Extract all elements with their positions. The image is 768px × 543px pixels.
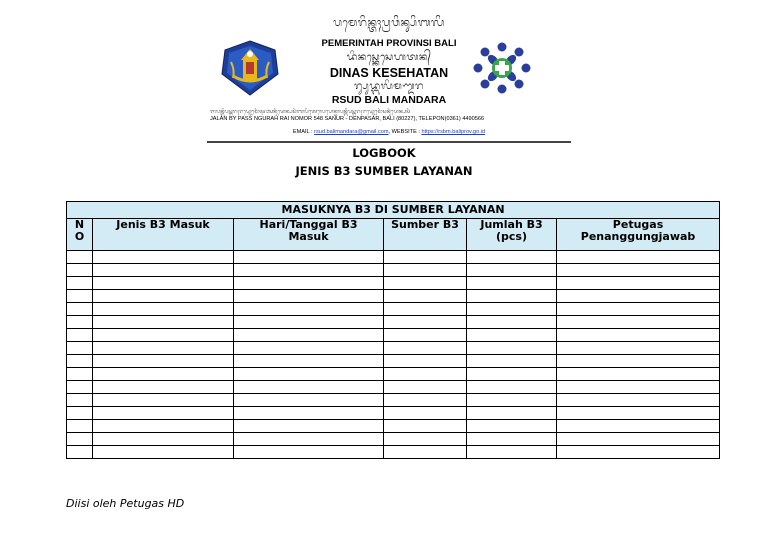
- table-cell[interactable]: [234, 407, 384, 420]
- table-cell[interactable]: [93, 251, 234, 264]
- table-cell[interactable]: [557, 381, 720, 394]
- hospital-name: RSUD BALI MANDARA: [331, 94, 447, 106]
- table-row: [67, 368, 720, 381]
- table-row: [67, 251, 720, 264]
- address: JALAN BY PASS NGURAH RAI NOMOR 548 SANUR - DENPASAR, BALI (80227), TELEPON(0361) 4490566: [210, 116, 485, 122]
- table-cell[interactable]: [467, 264, 557, 277]
- table-cell[interactable]: [67, 381, 93, 394]
- table-cell[interactable]: [467, 394, 557, 407]
- table-cell[interactable]: [93, 446, 234, 459]
- table-cell[interactable]: [467, 277, 557, 290]
- table-cell[interactable]: [234, 381, 384, 394]
- table-cell[interactable]: [93, 394, 234, 407]
- website-link[interactable]: https://rsbm.baliprov.go.id: [421, 129, 486, 135]
- table-cell[interactable]: [67, 342, 93, 355]
- balinese-script-department: ᬤᬶᬦᬲ᭄ᬓᬾᬲᬾᬳᬢᬦ᭄: [346, 52, 432, 63]
- health-department-cross-icon: [473, 42, 531, 94]
- table-cell[interactable]: [234, 342, 384, 355]
- table-cell[interactable]: [67, 329, 93, 342]
- column-header-hari-tanggal: Hari/Tanggal B3 Masuk: [234, 219, 384, 251]
- table-row: [67, 355, 720, 368]
- table-cell[interactable]: [67, 433, 93, 446]
- table-cell[interactable]: [467, 420, 557, 433]
- table-cell[interactable]: [467, 303, 557, 316]
- table-cell[interactable]: [467, 381, 557, 394]
- table-cell[interactable]: [384, 251, 467, 264]
- table-cell[interactable]: [557, 433, 720, 446]
- table-cell[interactable]: [384, 420, 467, 433]
- table-cell[interactable]: [234, 433, 384, 446]
- table-cell[interactable]: [67, 316, 93, 329]
- table-cell[interactable]: [93, 407, 234, 420]
- table-cell[interactable]: [93, 368, 234, 381]
- table-cell[interactable]: [93, 329, 234, 342]
- table-cell[interactable]: [467, 407, 557, 420]
- table-row: [67, 342, 720, 355]
- table-cell[interactable]: [557, 420, 720, 433]
- column-header-jumlah: Jumlah B3 (pcs): [467, 219, 557, 251]
- table-row: [67, 264, 720, 277]
- balinese-script-address: ᬚᬮᬦ᭄ᬩᬶᬧᬲ᭄ᬗᬸᬭᬄᬭᬬ᭄ᬦᭀᬫᭀᬃ᭕᭔᭘ᬲᬦᬸᬃᬤᬾᬦ᭄ᬧᬲᬃᬩᬮᬶᬢᬾᬮᬾᬧᭀᬦ᭄ᬚᬮᬦ᭄ᬩᬶᬧᬲ᭄ᬗᬸᬭᬄᬭᬬ᭄ᬦᭀᬫᭀᬃᬲᬦᬸᬃᬤᬾᬦ᭄ᬧᬲᬃ: [210, 109, 411, 115]
- table-cell[interactable]: [234, 329, 384, 342]
- table-cell[interactable]: [67, 251, 93, 264]
- table-cell[interactable]: [93, 420, 234, 433]
- table-cell[interactable]: [67, 355, 93, 368]
- table-cell[interactable]: [467, 355, 557, 368]
- table-cell[interactable]: [467, 433, 557, 446]
- table-row: [67, 303, 720, 316]
- table-cell[interactable]: [467, 368, 557, 381]
- table-cell[interactable]: [467, 251, 557, 264]
- table-cell[interactable]: [67, 446, 93, 459]
- table-cell[interactable]: [234, 303, 384, 316]
- table-cell[interactable]: [93, 381, 234, 394]
- table-cell[interactable]: [234, 277, 384, 290]
- table-cell[interactable]: [93, 355, 234, 368]
- table-row: [67, 420, 720, 433]
- table-cell[interactable]: [557, 368, 720, 381]
- table-cell[interactable]: [467, 290, 557, 303]
- table-cell[interactable]: [384, 407, 467, 420]
- column-header-sumber: Sumber B3: [384, 219, 467, 251]
- document-subtitle: JENIS B3 SUMBER LAYANAN: [295, 164, 473, 178]
- footer-note: Diisi oleh Petugas HD: [66, 497, 185, 510]
- table-cell[interactable]: [384, 368, 467, 381]
- table-cell[interactable]: [234, 264, 384, 277]
- table-cell[interactable]: [234, 290, 384, 303]
- table-row: [67, 381, 720, 394]
- table-cell[interactable]: [557, 264, 720, 277]
- email-link[interactable]: rsud.balimandara@gmail.com: [314, 129, 389, 135]
- table-cell[interactable]: [467, 342, 557, 355]
- logbook-table: [66, 201, 720, 459]
- department-name: DINAS KESEHATAN: [329, 66, 449, 80]
- table-cell[interactable]: [67, 290, 93, 303]
- table-cell[interactable]: [234, 420, 384, 433]
- table-cell[interactable]: [467, 329, 557, 342]
- table-cell[interactable]: [557, 394, 720, 407]
- table-cell[interactable]: [67, 407, 93, 420]
- government-name: PEMERINTAH PROVINSI BALI: [321, 38, 457, 49]
- table-cell[interactable]: [93, 316, 234, 329]
- email-label: EMAIL :: [292, 129, 313, 135]
- table-cell[interactable]: [93, 303, 234, 316]
- table-cell[interactable]: [67, 303, 93, 316]
- letterhead-divider: [207, 141, 571, 143]
- table-cell[interactable]: [557, 290, 720, 303]
- table-row: [67, 277, 720, 290]
- document-title: LOGBOOK: [352, 146, 416, 160]
- table-cell[interactable]: [384, 290, 467, 303]
- table-cell[interactable]: [67, 368, 93, 381]
- table-cell[interactable]: [557, 303, 720, 316]
- table-cell[interactable]: [384, 303, 467, 316]
- table-group-header: MASUKNYA B3 DI SUMBER LAYANAN: [67, 202, 720, 219]
- table-cell[interactable]: [384, 381, 467, 394]
- table-cell[interactable]: [557, 329, 720, 342]
- table-row: [67, 290, 720, 303]
- table-cell[interactable]: [234, 394, 384, 407]
- table-cell[interactable]: [384, 329, 467, 342]
- table-cell[interactable]: [93, 433, 234, 446]
- table-cell[interactable]: [557, 316, 720, 329]
- table-cell[interactable]: [67, 420, 93, 433]
- table-cell[interactable]: [234, 316, 384, 329]
- table-cell[interactable]: [67, 264, 93, 277]
- column-header-no: N O: [67, 219, 93, 251]
- column-header-petugas: Petugas Penanggungjawab: [557, 219, 720, 251]
- column-header-jenis: Jenis B3 Masuk: [93, 219, 234, 251]
- table-cell[interactable]: [93, 277, 234, 290]
- table-cell[interactable]: [234, 368, 384, 381]
- table-cell[interactable]: [384, 446, 467, 459]
- balinese-script-hospital: ᬭ᭄ᬲᬸᬤ᭄ᬩᬮᬶᬫᬡ᭄ᬤᬭ: [353, 81, 425, 92]
- table-cell[interactable]: [384, 316, 467, 329]
- table-cell[interactable]: [384, 394, 467, 407]
- table-cell[interactable]: [384, 264, 467, 277]
- table-cell[interactable]: [234, 251, 384, 264]
- website-label: , WEBSITE :: [388, 129, 420, 135]
- table-cell[interactable]: [234, 355, 384, 368]
- table-cell[interactable]: [557, 251, 720, 264]
- table-cell[interactable]: [557, 446, 720, 459]
- table-row: [67, 433, 720, 446]
- table-row: [67, 394, 720, 407]
- table-cell[interactable]: [67, 277, 93, 290]
- table-cell[interactable]: [384, 277, 467, 290]
- balinese-script-government: ᬧᬫᬾᬭᬶᬦ᭄ᬢᬄᬧ᭄ᬭᬯᬶᬦ᭄ᬲᬶᬩᬮᬶ: [333, 16, 445, 29]
- table-cell[interactable]: [67, 394, 93, 407]
- table-row: [67, 329, 720, 342]
- letterhead: [207, 14, 571, 144]
- table-cell[interactable]: [557, 277, 720, 290]
- table-cell[interactable]: [93, 290, 234, 303]
- table-cell[interactable]: [467, 446, 557, 459]
- table-cell[interactable]: [384, 433, 467, 446]
- table-cell[interactable]: [234, 446, 384, 459]
- logbook-rows: [67, 251, 720, 459]
- table-row: [67, 316, 720, 329]
- table-cell[interactable]: [557, 407, 720, 420]
- table-cell[interactable]: [93, 342, 234, 355]
- contact-line: [207, 129, 571, 135]
- table-cell[interactable]: [384, 342, 467, 355]
- table-row: [67, 446, 720, 459]
- table-cell[interactable]: [384, 355, 467, 368]
- table-cell[interactable]: [557, 342, 720, 355]
- table-cell[interactable]: [467, 316, 557, 329]
- table-cell[interactable]: [93, 264, 234, 277]
- table-cell[interactable]: [557, 355, 720, 368]
- table-row: [67, 407, 720, 420]
